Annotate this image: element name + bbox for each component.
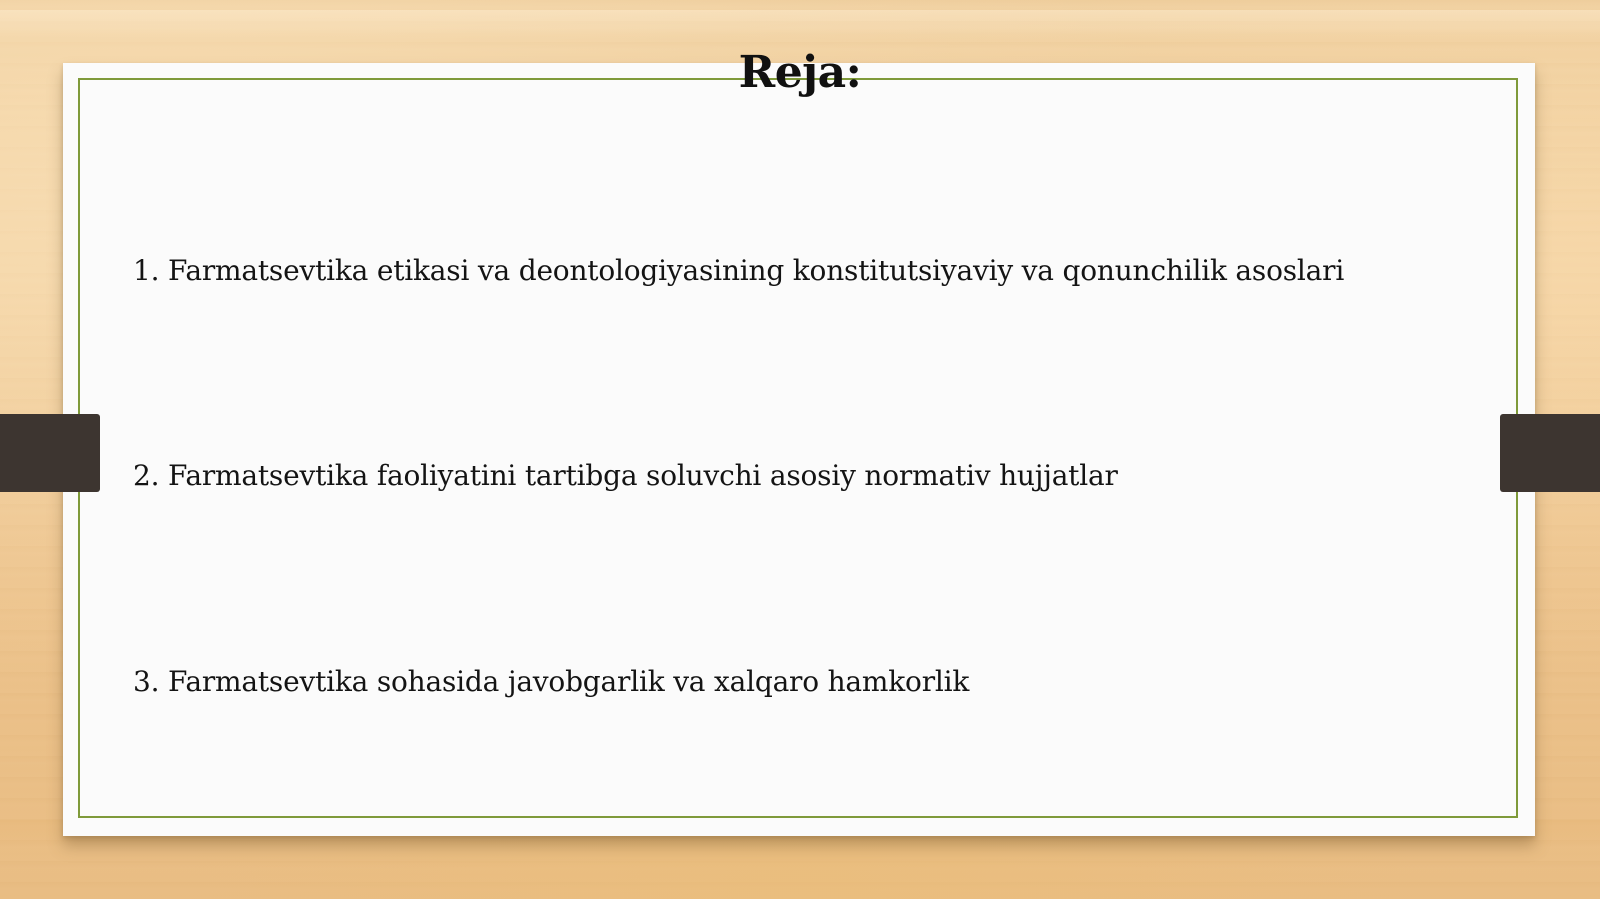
plan-item-3: 3. Farmatsevtika sohasida javobgarlik va xalqaro hamkorlik [133,665,970,698]
slide-title: Reja: [738,47,862,98]
slide-frame-border [78,78,1518,818]
left-side-tab [0,414,100,492]
plan-item-2: 2. Farmatsevtika faoliyatini tartibga soluvchi asosiy normativ hujjatlar [133,459,1118,492]
plan-item-1: 1. Farmatsevtika etikasi va deontologiyasining konstitutsiyaviy va qonunchilik asoslari [133,254,1345,287]
wood-highlight-top [0,10,1600,40]
right-side-tab [1500,414,1600,492]
